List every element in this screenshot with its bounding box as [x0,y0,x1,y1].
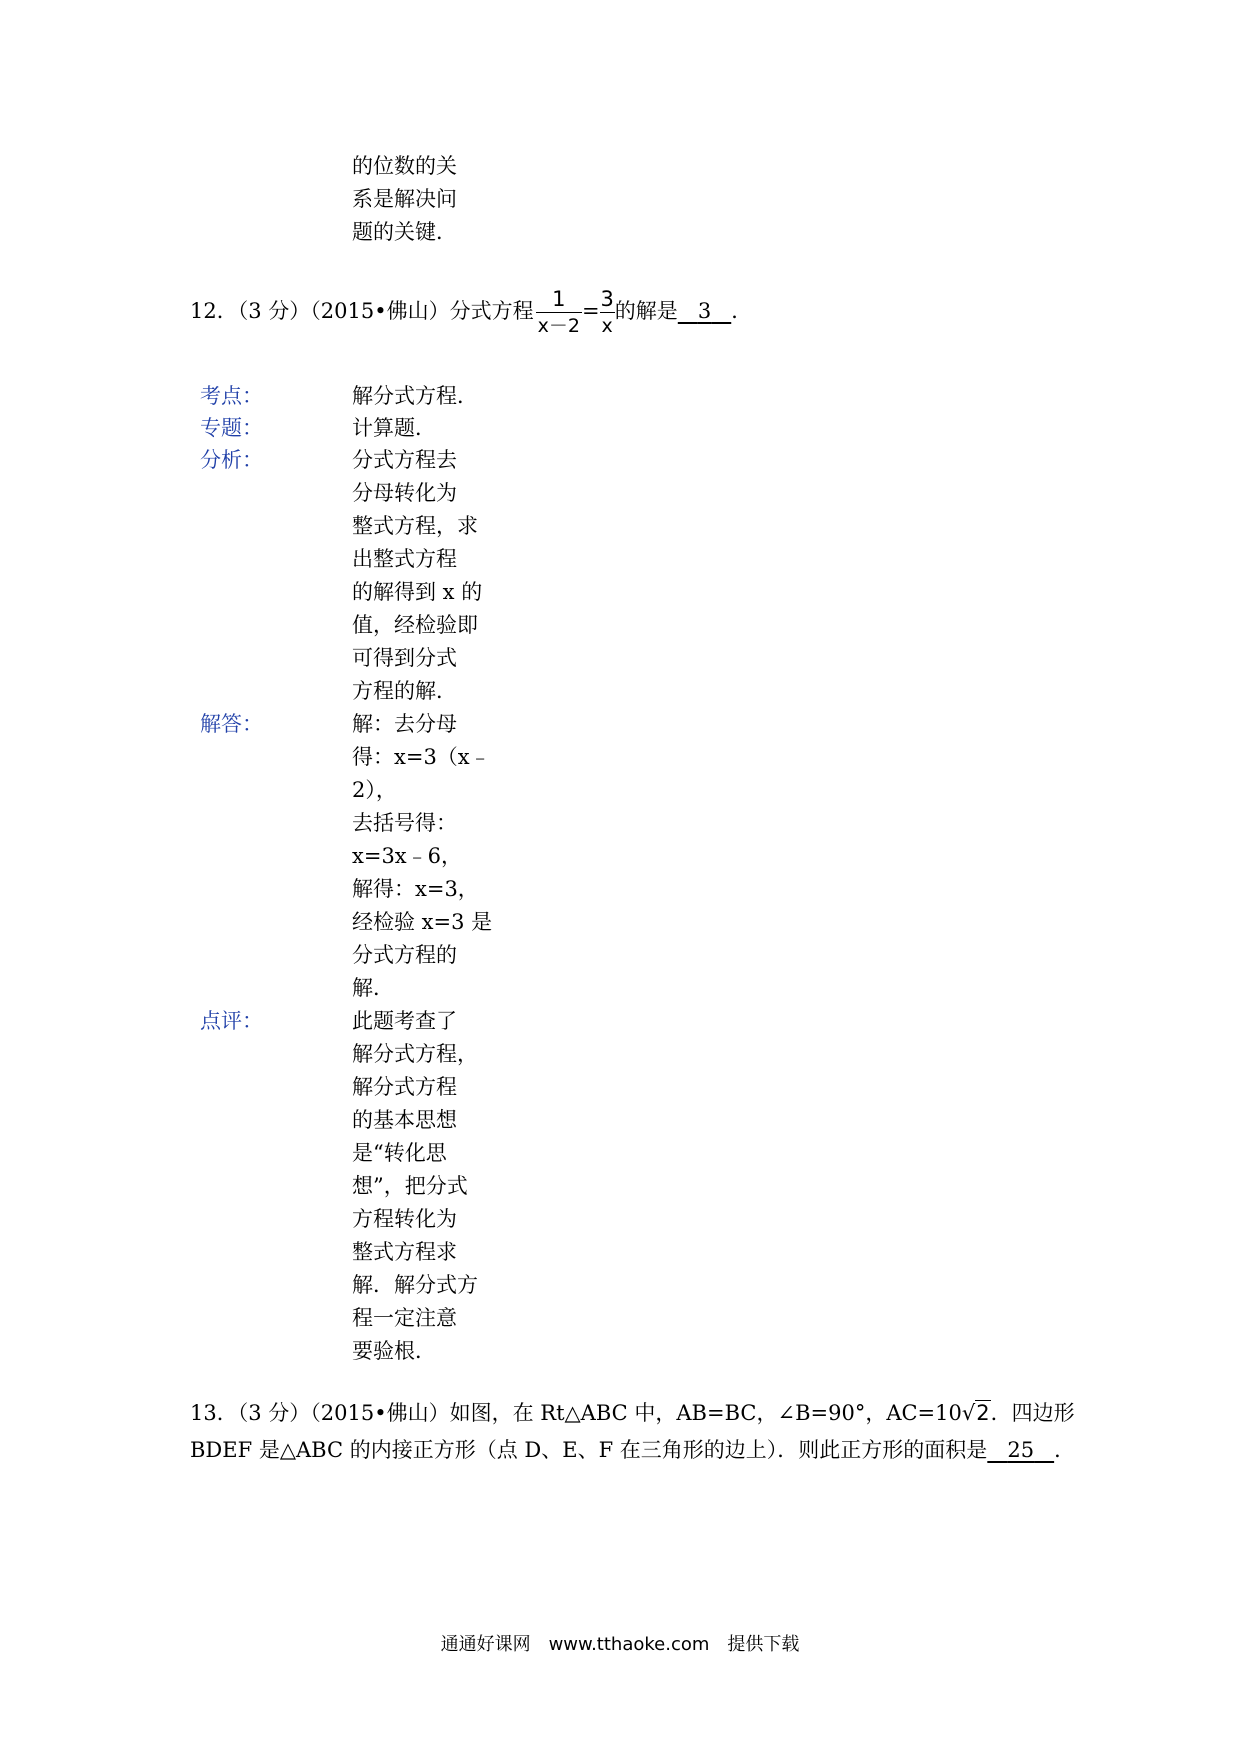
kaodian-text: 解分式方程． [352,384,478,408]
jieda-label: 解答： [200,712,263,736]
question-13-text: 13．（3 分）（2015•佛山）如图，在 Rt△ABC 中，AB=BC，∠B=90°，AC=10 [190,1401,962,1425]
fragment-line: 的位数的关 [352,154,457,178]
answer-value: 25 [1007,1438,1035,1462]
question-13-line-1 [190,1395,1075,1431]
jieda-line: 去括号得： [352,811,457,835]
question-12 [190,286,752,339]
question-12-prefix: 12．（3 分）（2015•佛山）分式方程 [190,299,534,323]
jieda-line: 解得：x=3， [352,877,479,901]
question-12-suffix: 的解是 [614,299,678,323]
fraction-2-numerator: 3 [600,287,614,311]
question-12-end: ． [731,299,753,323]
jieda-line: 经检验 x=3 是 [352,910,493,934]
fraction-1-denominator: x－2 [536,312,582,339]
fenxi-line: 整式方程，求 [352,514,478,538]
fraction-2-denominator: x [600,312,615,339]
question-13-answer [987,1432,1054,1468]
kaodian-label: 考点： [200,384,263,408]
sqrt-radicand: 2 [976,1401,990,1425]
equals-sign: = [581,299,600,323]
fenxi-line: 可得到分式 [352,646,457,670]
jieda-line: 分式方程的 [352,943,457,967]
fenxi-label: 分析： [200,448,263,472]
dianping-line: 整式方程求 [352,1240,457,1264]
dianping-line: 解分式方程， [352,1042,478,1066]
zhuanti-text: 计算题． [352,416,436,440]
question-13-text-end: ．四边形 [990,1401,1075,1425]
answer-value: 3 [697,299,712,323]
question-13-line-2 [190,1432,1075,1468]
dianping-line: 是“转化思 [352,1141,447,1165]
jieda-line: 得：x=3（x﹣ [352,745,491,769]
fraction-2 [600,286,615,339]
fraction-1-numerator: 1 [552,287,566,311]
fenxi-line: 分式方程去 [352,448,457,472]
jieda-line: 2）， [352,778,397,802]
fragment-line: 题的关键． [352,220,457,244]
dianping-line: 解分式方程 [352,1075,457,1099]
fenxi-line: 值，经检验即 [352,613,478,637]
dianping-line: 解．解分式方 [352,1273,478,1297]
dianping-line: 想”，把分式 [352,1174,468,1198]
dianping-line: 程一定注意 [352,1306,457,1330]
jieda-line: x=3x﹣6， [352,844,463,868]
question-13-text: BDEF 是△ABC 的内接正方形（点 D、E、F 在三角形的边上）．则此正方形的面积是 [190,1438,988,1462]
zhuanti-label: 专题： [200,416,263,440]
question-13-end: ． [1054,1438,1076,1462]
fenxi-line: 分母转化为 [352,481,457,505]
dianping-label: 点评： [200,1009,263,1033]
fraction-1 [536,286,582,339]
fragment-line: 系是解决问 [352,187,457,211]
jieda-line: 解． [352,976,394,1000]
fenxi-line: 方程的解． [352,679,457,703]
jieda-line: 解：去分母 [352,712,457,736]
dianping-line: 要验根． [352,1339,436,1363]
dianping-line: 此题考查了 [352,1009,457,1033]
fenxi-line: 出整式方程 [352,547,457,571]
dianping-line: 的基本思想 [352,1108,457,1132]
dianping-line: 方程转化为 [352,1207,457,1231]
question-12-answer [678,293,731,329]
sqrt-icon: √ [961,1401,976,1425]
page-footer: 通通好课网 www.tthaoke.com 提供下载 [440,1634,800,1655]
fenxi-line: 的解得到 x 的 [352,580,483,604]
sqrt-expression [962,1395,991,1431]
